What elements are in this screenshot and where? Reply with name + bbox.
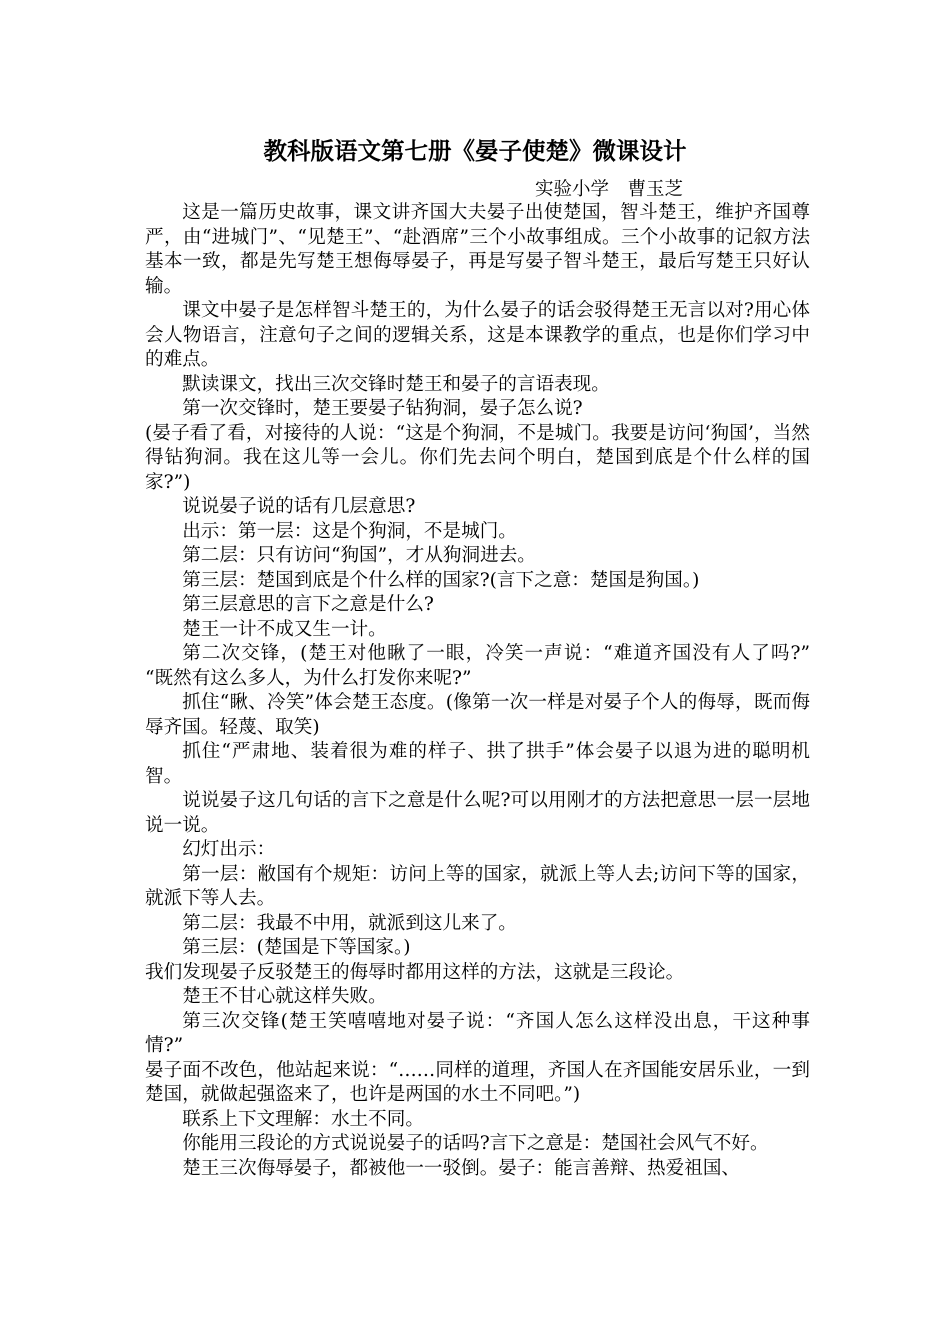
paragraph: 第二层：我最不中用，就派到这儿来了。 (182, 912, 517, 934)
paragraph: 第三次交锋(楚王笑嘻嘻地对晏子说：“齐国人怎么这样没出息，干这种事情?” (145, 1010, 810, 1056)
paragraph: 说说晏子这几句话的言下之意是什么呢?可以用刚才的方法把意思一层一层地说一说。 (145, 790, 810, 836)
paragraph: 抓住“严肃地、装着很为难的样子、拱了拱手”体会晏子以退为进的聪明机智。 (145, 741, 810, 787)
paragraph: 说说晏子说的话有几层意思? (182, 496, 416, 517)
paragraph: 你能用三段论的方式说说晏子的话吗?言下之意是：楚国社会风气不好。 (182, 1133, 769, 1154)
paragraph: 第三层意思的言下之意是什么? (182, 594, 434, 615)
paragraph: (晏子看了看，对接待的人说：“这是个狗洞，不是城门。我要是访问‘狗国’，当然得钻狗洞。我在这儿等一会儿。你们先去问个明白，楚国到底是个什么样的国家?”) (145, 422, 810, 493)
paragraph: 楚王不甘心就这样失败。 (182, 986, 387, 1007)
document-body (145, 201, 810, 1181)
paragraph: 晏子面不改色，他站起来说：“……同样的道理，齐国人在齐国能安居乐业，一到楚国，就做起强盗来了，也许是两国的水土不同吧。”) (145, 1059, 810, 1105)
paragraph: 课文中晏子是怎样智斗楚王的，为什么晏子的话会驳得楚王无言以对?用心体会人物语言，注意句子之间的逻辑关系，这是本课教学的重点，也是你们学习中的难点。 (145, 300, 810, 370)
document-title: 教科版语文第七册《晏子使楚》微课设计 (263, 137, 687, 165)
paragraph: 出示：第一层：这是个狗洞，不是城门。 (182, 520, 517, 542)
paragraph: 这是一篇历史故事，课文讲齐国大夫晏子出使楚国，智斗楚王，维护齐国尊严，由“进城门”、“见楚王”、“赴酒席”三个小故事组成。三个小故事的记叙方法基本一致，都是先写楚王想侮辱晏子，再是写晏子智斗楚王，最后写楚王只好认输。 (145, 202, 810, 297)
paragraph: 第三层：楚国到底是个什么样的国家?(言下之意：楚国是狗国。) (182, 569, 700, 591)
paragraph: 我们发现晏子反驳楚王的侮辱时都用这样的方法，这就是三段论。 (145, 961, 685, 983)
author-line: 实验小学 曹玉芝 (535, 179, 684, 200)
paragraph: 第二次交锋，(楚王对他瞅了一眼，冷笑一声说：“难道齐国没有人了吗?” “既然有这么多人，为什么打发你来呢?” (145, 643, 810, 689)
paragraph: 幻灯出示： (182, 839, 276, 860)
paragraph: 默读课文，找出三次交锋时楚王和晏子的言语表现。 (182, 373, 610, 395)
paragraph: 抓住“瞅、冷笑”体会楚王态度。(像第一次一样是对晏子个人的侮辱，既而侮辱齐国。轻蔑、取笑) (145, 692, 810, 738)
paragraph: 联系上下文理解：水土不同。 (182, 1108, 424, 1130)
paragraph: 第三层：(楚国是下等国家。) (182, 937, 411, 958)
paragraph: 楚王三次侮辱晏子，都被他一一驳倒。晏子：能言善辩、热爱祖国、 (182, 1157, 741, 1179)
paragraph: 第一次交锋时，楚王要晏子钻狗洞，晏子怎么说? (182, 398, 583, 419)
paragraph: 第一层：敝国有个规矩：访问上等的国家，就派上等人去;访问下等的国家，就派下等人去。 (145, 863, 810, 909)
paragraph: 第二层：只有访问“狗国”，才从狗洞进去。 (182, 545, 536, 566)
paragraph: 楚王一计不成又生一计。 (182, 618, 387, 640)
